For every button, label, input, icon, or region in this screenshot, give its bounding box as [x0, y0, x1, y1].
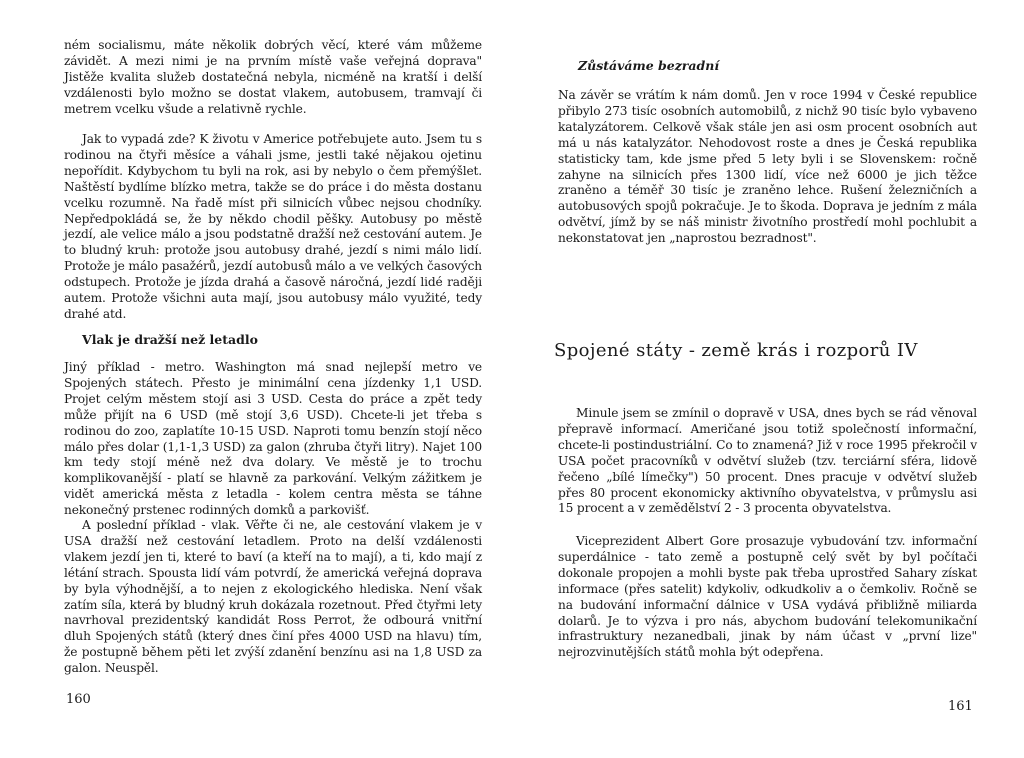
left-paragraph-2: Jak to vypadá zde? K životu v Americe potřebujete auto. Jsem tu s rodinou na čtyři měsíce a váhali jsme, jestli také nějakou ojetinu nepořídit. Kdybychom tu byli na rok, asi by nebylo o čem přemýšlet. Naštěstí bydlíme blízko metra, takže se do práce i do města dostanu vcelku rozumně. Na řadě míst při silnicích vůbec nejsou chodníky. Nepředpokládá se, že by někdo chodil pěšky. Autobusy po městě jezdí, ale velice málo a jsou podstatně dražší než cestování autem. Je to bludný kruh: protože jsou autobusy drahé, jezdí s nimi málo lidí. Protože je málo pasažérů, jezdí autobusů málo a ve velkých časových odstupech. Protože je jízda drahá a časově náročná, jezdí lidé raději autem. Protože všichni auta mají, jsou autobusy málo využité, tedy drahé atd.	[64, 132, 482, 321]
left-paragraph-3: Jiný příklad - metro. Washington má snad nejlepší metro ve Spojených státech. Přesto je minimální cena jízdenky 1,1 USD. Projet celým městem stojí asi 3 USD. Cesta do práce a zpět tedy může přijít na 6 USD (mě stojí 3,6 USD). Chcete-li jet třeba s rodinou do zoo, zaplatíte 10-15 USD. Naproti tomu benzín stojí něco málo přes dolar (1,1-1,3 USD) za galon (zhruba čtyři litry). Najet 100 km tedy stojí méně než dva dolary. Ve městě je to trochu komplikovanější - platí se hlavně za parkování. Velkým zážitkem je vidět americká města z letadla - kolem centra města se táhne nekonečný prstenec rodinných domků a parkovišť.	[64, 360, 482, 518]
right-page	[512, 0, 1024, 758]
right-subheading: Zůstáváme bezradní	[578, 58, 720, 73]
right-paragraph-3: Viceprezident Albert Gore prosazuje vybudování tzv. informační superdálnice - tato země a postupně celý svět by byl počítači dokonale propojen a mohli byste pak třeba uprostřed Sahary získat informace (přes satelit) kdykoliv, odkudkoliv a o čemkoliv. Ročně se na budování informační dálnice v USA vydává přibližně miliarda dolarů. Je to výzva i pro nás, abychom budování telekomunikační infrastruktury nezanedbali, jinak by nám účast v „první lize" nejrozvinutějších států mohla být odepřena.	[558, 534, 977, 660]
page-number-right: 161	[948, 699, 973, 714]
left-paragraph-4: A poslední příklad - vlak. Věřte či ne, ale cestování vlakem je v USA dražší než cestování letadlem. Proto na delší vzdálenosti vlakem jezdí jen ti, které to baví (a kteří na to mají), a ti, kdo mají z létání strach. Spousta lidí vám potvrdí, že americká veřejná doprava by byla výhodnější, a to nejen z ekologického hlediska. Není však zatím síla, která by bludný kruh dokázala rozetnout. Před čtyřmi lety navrhoval prezidentský kandidát Ross Perrot, že odbourá vnitřní dluh Spojených států (který dnes činí přes 4000 USD na hlavu) tím, že postupně během pěti let zvýší zdanění benzínu asi na 1,8 USD za galon. Neuspěl.	[64, 518, 482, 676]
page-number-left: 160	[66, 692, 91, 707]
left-paragraph-1: ném socialismu, máte několik dobrých věcí, které vám můžeme závidět. A mezi nimi je na prvním místě vaše veřejná doprava" Jistěže kvalita služeb dostatečná nebyla, nicméně na kratší i delší vzdálenosti bylo možno se dostat vlakem, autobusem, tramvají či metrem vcelku všude a relativně rychle.	[64, 38, 482, 116]
chapter-title: Spojené státy - země krás i rozporů IV	[554, 340, 918, 361]
right-paragraph-2: Minule jsem se zmínil o dopravě v USA, dnes bych se rád věnoval přepravě informací. Američané jsou totiž společností informační, chcete-li postindustriální. Co to znamená? Již v roce 1995 překročil v USA počet pracovníků v odvětví služeb (tzv. terciární sféra, lidově řečeno „bílé límečky") 50 procent. Dnes pracuje v odvětví služeb přes 80 procent ekonomicky aktivního obyvatelstva, v průmyslu asi 15 procent a v zemědělství 2 - 3 procenta obyvatelstva.	[558, 406, 977, 516]
left-subheading: Vlak je dražší než letadlo	[82, 332, 258, 347]
right-paragraph-1: Na závěr se vrátím k nám domů. Jen v roce 1994 v České republice přibylo 273 tisíc osobních automobilů, z nichž 90 tisíc bylo vybaveno katalyzátorem. Celkově však stále jen asi osm procent osobních aut má u nás katalyzátor. Nehodovost roste a dnes je Česká republika statisticky tam, kde jsme před 5 lety byli i se Slovenskem: ročně zahyne na silnicích přes 1300 lidí, více než 6000 je jich těžce zraněno a téměř 30 tisíc je zraněno lehce. Rušení železničních a autobusových spojů pokračuje. Je to škoda. Doprava je jedním z mála odvětví, jímž by se náš ministr životního prostředí mohl pochlubit a nekonstatovat jen „naprostou bezradnost".	[558, 88, 977, 246]
